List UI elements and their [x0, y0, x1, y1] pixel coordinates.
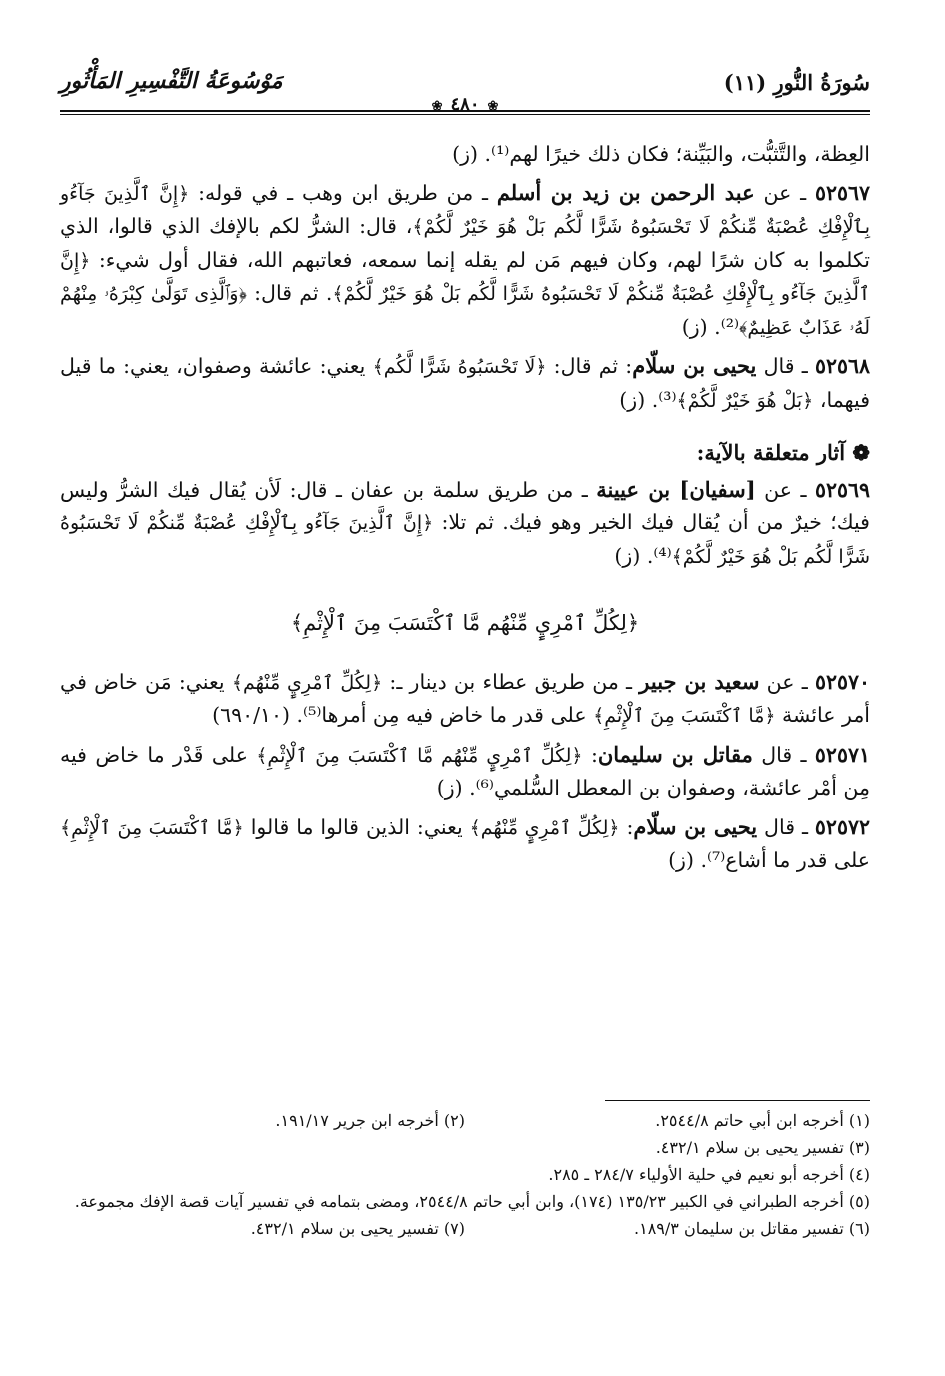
- text: يعني: عائشة وصفوان، يعني: ما قيل فيهما،: [60, 354, 870, 412]
- text: :: [582, 742, 598, 767]
- text: على قدر ما أشاع: [725, 848, 870, 872]
- narration-number: ٥٢٥٦٧: [814, 180, 870, 205]
- narration-52567: [60, 177, 870, 345]
- intro-line: العِظة، والتَّثبُّت، والبَيِّنة؛ فكان ذلك خيرًا لهم⁽¹⁾. (ز): [452, 142, 870, 166]
- footnote-3: (٣) تفسير يحيى بن سلام ٤٣٢/١.: [655, 1138, 870, 1157]
- reference: ⁽⁶⁾. (ز): [436, 776, 494, 800]
- footnote-7: (٧) تفسير يحيى بن سلام ٤٣٢/١.: [250, 1219, 465, 1238]
- narrator-name: عبد الرحمن بن زيد بن أسلم: [496, 179, 755, 205]
- ornament-icon: ❀: [487, 99, 499, 114]
- reference: ⁽⁵⁾. (٦٩٠/١٠): [212, 703, 322, 727]
- narrator-name: مقاتل بن سليمان: [597, 741, 753, 767]
- text: ـ قال: [752, 742, 815, 767]
- text: :: [619, 814, 634, 839]
- narration-52571: [60, 739, 870, 805]
- narrator-name: يحيى بن سلّام: [633, 813, 758, 839]
- narrator-name: سعيد بن جبير: [639, 668, 760, 694]
- footnote-1: (١) أخرجه ابن أبي حاتم ٢٥٤٤/٨.: [655, 1111, 870, 1130]
- quran-quote: ﴿وَٱلَّذِى تَوَلَّىٰ كِبْرَهُۥ مِنْهُمْ لَهُۥ عَذَابٌ عَظِيمٌ﴾: [60, 283, 870, 339]
- narrator-name: يحيى بن سلّام: [632, 353, 757, 378]
- page-number: ٤٨٠: [450, 94, 480, 115]
- encyclopedia-title: مَوْسُوعَةُ التَّفْسِيرِ المَأْثُورِ: [60, 68, 283, 94]
- narration-number: ٥٢٥٧٠: [814, 669, 870, 694]
- quran-quote: ﴿مَّا ٱكْتَسَبَ مِنَ ٱلْإِثْمِ﴾: [593, 705, 776, 727]
- footnote-separator: [605, 1100, 870, 1101]
- section-heading: ❁ آثار متعلقة بالآية:: [696, 440, 870, 465]
- quran-quote: ﴿لِكُلِّ ٱمْرِيٍٕ مِّنْهُم مَّا ٱكْتَسَبَ مِنَ ٱلْإِثْمِ﴾: [256, 744, 583, 767]
- footnote-6: (٦) تفسير مقاتل بن سليمان ١٨٩/٣.: [634, 1219, 870, 1238]
- footnote-row: [60, 1215, 870, 1242]
- page: [60, 40, 870, 1340]
- narrator-name: [سفيان] بن عيينة: [596, 476, 756, 502]
- narration-number: ٥٢٥٧٢: [814, 814, 870, 839]
- narration-52568: [60, 350, 870, 417]
- text: . ثم قال:: [246, 281, 333, 305]
- quran-quote: ﴿لِكُلِّ ٱمْرِيٍٕ مِّنْهُم﴾: [469, 816, 620, 839]
- footnote-5: (٥) أخرجه الطبراني في الكبير ١٣٥/٢٣ (١٧٤)، وابن أبي حاتم ٢٥٤٤/٨، ومضى بتمامه في تفسير آيات قصة الإفك مجموعة.: [74, 1192, 870, 1211]
- footnote-2: (٢) أخرجه ابن جرير ١٩١/١٧.: [275, 1111, 465, 1130]
- page-number-line: [60, 94, 870, 115]
- quran-quote: ﴿لَا تَحْسَبُوهُ شَرًّا لَّكُم﴾: [372, 356, 547, 378]
- footnote-4: (٤) أخرجه أبو نعيم في حلية الأولياء ٢٨٤/٧ ـ ٢٨٥.: [548, 1165, 870, 1184]
- text: ـ قال: [756, 354, 815, 378]
- quran-quote: ﴿إِنَّ ٱلَّذِينَ جَآءُو بِٱلْإِفْكِ عُصْبَةٌ مِّنكُمْ لَا تَحْسَبُوهُ شَرًّا لَّكُم بَلْ هُوَ خَيْرٌ لَّكُمْ﴾: [60, 512, 870, 568]
- narration-52570: [60, 666, 870, 733]
- surah-title: سُورَةُ النُّورِ (١١): [723, 70, 870, 95]
- text: يعني: مَن خاض في أمر عائشة: [60, 669, 870, 727]
- text: ـ قال: [757, 814, 815, 839]
- text: ـ عن: [755, 477, 815, 502]
- quran-quote: ﴿لِكُلِّ ٱمْرِيٍٕ مِّنْهُم﴾: [231, 671, 383, 694]
- text: على قَدْر ما خاض فيه مِن أمْر عائشة، وصفوان بن المعطل السُّلمي: [60, 742, 870, 800]
- quran-quote: ﴿مَّا ٱكْتَسَبَ مِنَ ٱلْإِثْمِ﴾: [60, 816, 244, 839]
- text: ـ من طريق عطاء بن دينار ـ:: [382, 669, 640, 694]
- reference: ⁽⁷⁾. (ز): [668, 848, 726, 872]
- text: : ثم قال:: [546, 354, 633, 378]
- reference: ⁽³⁾. (ز): [619, 387, 677, 412]
- text: ـ عن: [759, 669, 815, 694]
- text: ـ عن: [754, 180, 815, 205]
- footnote-row: [60, 1107, 870, 1134]
- narration-number: ٥٢٥٦٨: [814, 354, 870, 378]
- narration-52572: [60, 811, 870, 877]
- text: يعني: الذين قالوا ما قالوا: [243, 814, 470, 839]
- reference: ⁽²⁾. (ز): [681, 314, 739, 339]
- text: على قدر ما خاض فيه مِن أمرها: [321, 703, 594, 727]
- narration-52569: [60, 474, 870, 574]
- text: ، قال: الشرُّ لكم بالإفك الذي قالوا، الذي تكلموا به كان شرًا لهم، وكان فيهم مَن لم يقله إنما سمعه، فعاتبهم الله، فقال أول شيء:: [60, 214, 870, 272]
- quran-quote: ﴿بَلْ هُوَ خَيْرٌ لَّكُمْ﴾: [676, 389, 814, 412]
- ornament-icon: ❀: [431, 99, 443, 114]
- text: ـ من طريق سلمة بن عفان ـ قال: لَأن يُقال فيك الشرُّ وليس فيك؛ خيرٌ من أن يُقال فيك الخير وهو فيك. ثم تلا:: [60, 477, 870, 534]
- narration-number: ٥٢٥٧١: [814, 742, 870, 767]
- reference: ⁽⁴⁾. (ز): [614, 543, 672, 568]
- text: ـ من طريق ابن وهب ـ في قوله:: [189, 180, 497, 205]
- narration-number: ٥٢٥٦٩: [814, 477, 870, 502]
- footnotes: [60, 1100, 870, 1242]
- quran-quote: ﴿إِنَّ ٱلَّذِينَ جَآءُو بِٱلْإِفْكِ عُصْبَةٌ مِّنكُمْ لَا تَحْسَبُوهُ شَرًّا لَّكُم بَلْ هُوَ خَيْرٌ لَّكُمْ﴾: [60, 182, 870, 238]
- main-text: [60, 138, 870, 883]
- verse-heading: ﴿لِكُلِّ ٱمْرِيٍٕ مِّنْهُم مَّا ٱكْتَسَبَ مِنَ ٱلْإِثْمِ﴾: [290, 611, 640, 635]
- quran-quote: ﴿إِنَّ ٱلَّذِينَ جَآءُو بِٱلْإِفْكِ عُصْبَةٌ مِّنكُمْ لَا تَحْسَبُوهُ شَرًّا لَّكُم بَلْ هُوَ خَيْرٌ لَّكُمْ﴾: [60, 249, 870, 305]
